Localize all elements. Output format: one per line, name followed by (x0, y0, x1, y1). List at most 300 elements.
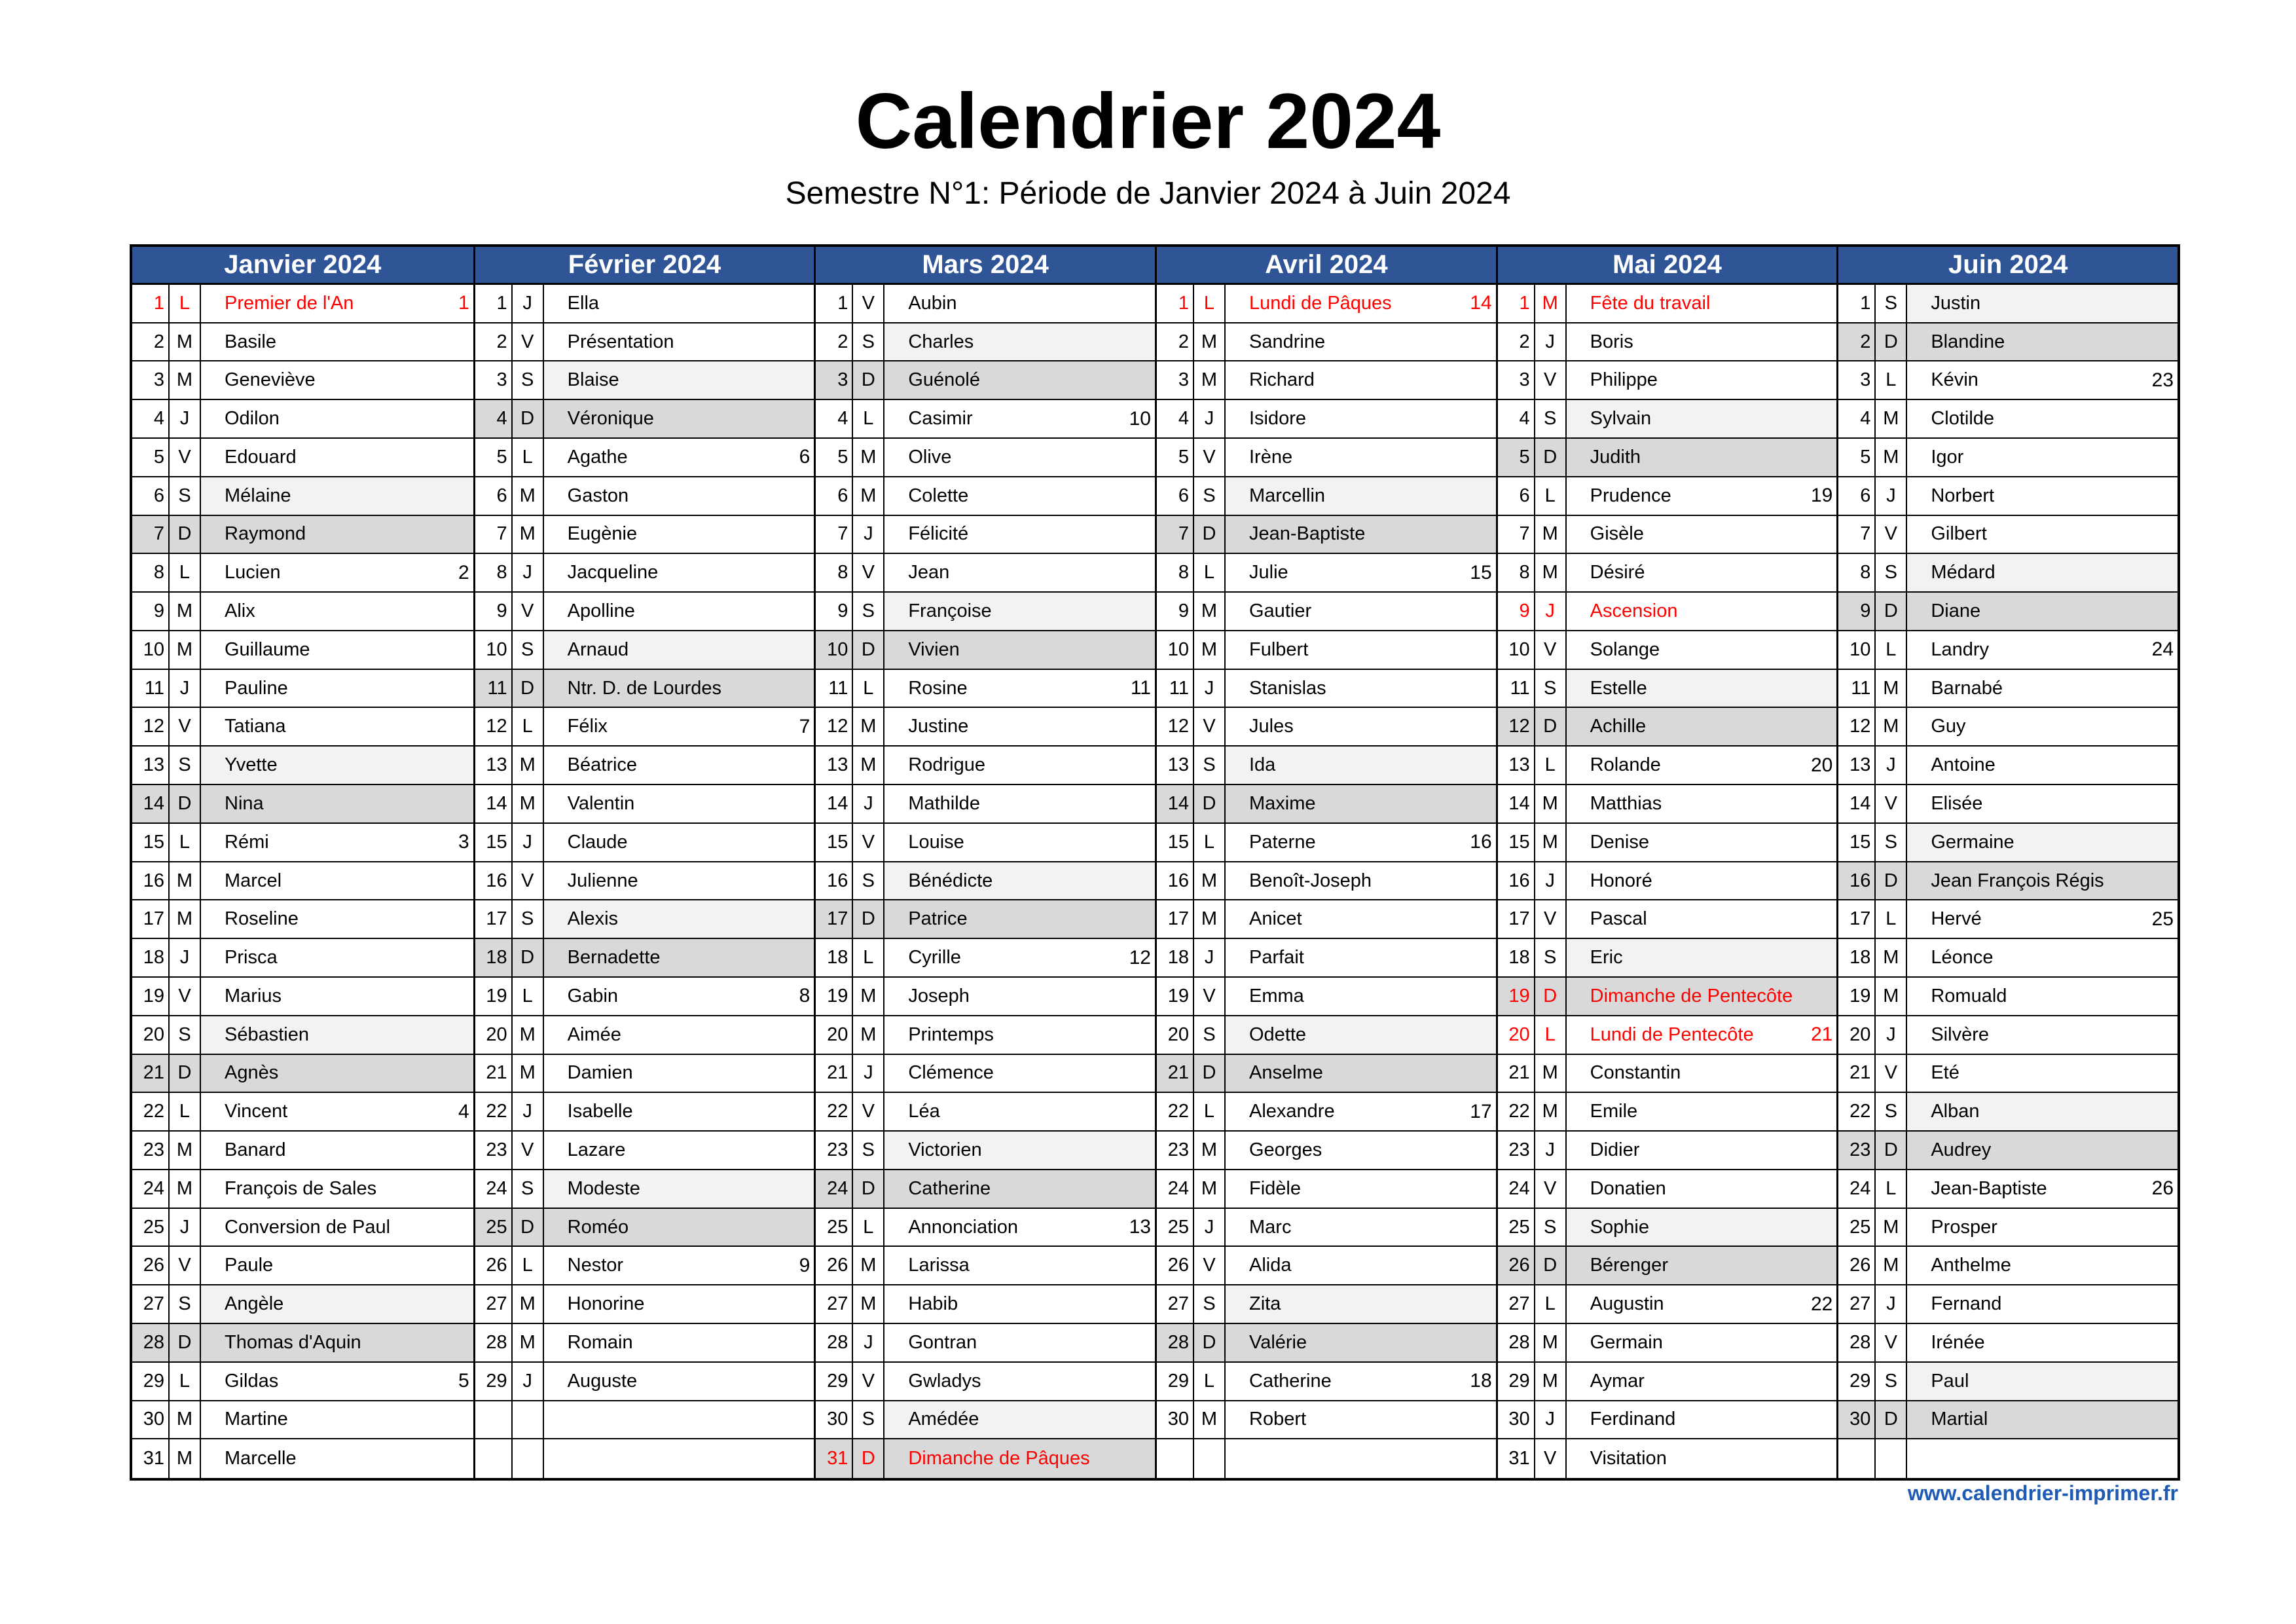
saint-name (201, 1132, 473, 1169)
weekday-letter: L (170, 1363, 201, 1400)
month-header: Juin 2024 (1838, 247, 2178, 285)
day-number: 24 (1838, 1170, 1876, 1208)
saint-name (1907, 1401, 2178, 1439)
saint-name-text: Fidèle (1249, 1177, 1301, 1199)
day-number: 10 (816, 631, 853, 669)
saint-name-text: Marius (225, 985, 282, 1006)
saint-name (884, 439, 1155, 476)
weekday-letter: M (170, 900, 201, 938)
day-row (132, 939, 473, 978)
saint-name (1907, 939, 2178, 976)
day-row (1498, 939, 1837, 978)
week-number: 3 (458, 831, 469, 853)
weekday-letter: L (1194, 285, 1226, 322)
page-title: Calendrier 2024 (855, 77, 1441, 165)
saint-name-text: Solange (1590, 638, 1660, 660)
saint-name (1907, 708, 2178, 745)
day-number: 5 (1498, 439, 1535, 476)
weekday-letter: V (1535, 631, 1567, 669)
saint-name (1567, 1439, 1837, 1478)
day-row (816, 824, 1155, 862)
week-number: 23 (2151, 369, 2174, 391)
day-number: 17 (1157, 900, 1194, 938)
day-row (816, 439, 1155, 477)
day-row (1838, 1170, 2178, 1209)
weekday-letter: M (853, 1016, 884, 1054)
saint-name (1567, 1285, 1837, 1323)
weekday-letter: M (1194, 593, 1226, 630)
saint-name (544, 708, 814, 745)
saint-name-text: Ascension (1590, 600, 1678, 622)
day-row (1838, 785, 2178, 824)
weekday-letter: J (1194, 670, 1226, 707)
weekday-letter: S (853, 593, 884, 630)
weekday-letter: V (1876, 1055, 1907, 1092)
saint-name (1567, 670, 1837, 707)
weekday-letter: S (170, 747, 201, 784)
saint-name-text: Norbert (1931, 485, 1995, 506)
saint-name-text: Lundi de Pentecôte (1590, 1024, 1754, 1045)
saint-name (1567, 1401, 1837, 1439)
day-row (1498, 824, 1837, 862)
weekday-letter: L (853, 939, 884, 976)
saint-name (1226, 477, 1496, 515)
weekday-letter: L (1535, 1285, 1567, 1323)
saint-name (1907, 631, 2178, 669)
saint-name (884, 361, 1155, 399)
day-row (1498, 1170, 1837, 1209)
saint-name (1226, 862, 1496, 900)
weekday-letter: J (170, 400, 201, 437)
day-row (132, 516, 473, 555)
day-number: 1 (816, 285, 853, 322)
day-number: 9 (1157, 593, 1194, 630)
weekday-letter: M (513, 477, 544, 515)
day-number: 9 (132, 593, 170, 630)
saint-name-text: Présentation (567, 331, 674, 352)
day-row (816, 1209, 1155, 1247)
day-row (1838, 1055, 2178, 1094)
day-number: 25 (816, 1209, 853, 1246)
saint-name (544, 400, 814, 437)
saint-name (1907, 593, 2178, 630)
day-row (1838, 439, 2178, 477)
saint-name (544, 323, 814, 361)
day-number: 1 (132, 285, 170, 322)
weekday-letter: L (1194, 824, 1226, 861)
saint-name-text: Bénédicte (908, 870, 993, 891)
day-row (1157, 862, 1496, 901)
week-number: 16 (1470, 831, 1492, 853)
day-number: 7 (1838, 516, 1876, 553)
day-number: 24 (1157, 1170, 1194, 1208)
day-number: 1 (475, 285, 513, 322)
saint-name (884, 285, 1155, 322)
day-row (1157, 1324, 1496, 1363)
day-number: 6 (816, 477, 853, 515)
saint-name (1567, 708, 1837, 745)
saint-name-text: Bernadette (567, 947, 661, 969)
day-row (816, 1401, 1155, 1440)
day-number: 26 (132, 1247, 170, 1284)
saint-name (1907, 1132, 2178, 1169)
day-row (1498, 516, 1837, 555)
day-row (475, 554, 814, 593)
weekday-letter: M (1194, 361, 1226, 399)
saint-name-text: Arnaud (567, 638, 629, 660)
day-number: 10 (475, 631, 513, 669)
saint-name (544, 939, 814, 976)
saint-name (1907, 439, 2178, 476)
saint-name-text: Martial (1931, 1409, 1988, 1430)
day-number: 25 (1838, 1209, 1876, 1246)
day-number: 11 (1498, 670, 1535, 707)
saint-name (201, 477, 473, 515)
weekday-letter: D (853, 361, 884, 399)
weekday-letter: V (170, 708, 201, 745)
day-number: 27 (475, 1285, 513, 1323)
weekday-letter: M (513, 1285, 544, 1323)
weekday-letter: V (853, 824, 884, 861)
saint-name-text: Benoît-Joseph (1249, 870, 1372, 891)
weekday-letter: S (853, 1132, 884, 1169)
day-number: 7 (1157, 516, 1194, 553)
day-row (1157, 285, 1496, 323)
day-number: 16 (132, 862, 170, 900)
day-number: 4 (816, 400, 853, 437)
saint-name (884, 593, 1155, 630)
day-row (1838, 323, 2178, 362)
weekday-letter: M (170, 1170, 201, 1208)
weekday-letter: M (513, 1016, 544, 1054)
day-number: 10 (132, 631, 170, 669)
weekday-letter: V (1876, 785, 1907, 822)
saint-name-text: Eté (1931, 1062, 1959, 1084)
day-number: 21 (1838, 1055, 1876, 1092)
weekday-letter: S (513, 361, 544, 399)
day-row (816, 900, 1155, 939)
day-row (1157, 708, 1496, 747)
saint-name (1567, 516, 1837, 553)
saint-name-text: Boris (1590, 331, 1633, 352)
saint-name (884, 1055, 1155, 1092)
day-row (816, 785, 1155, 824)
day-number: 12 (816, 708, 853, 745)
weekday-letter: D (1535, 439, 1567, 476)
day-number: 13 (816, 747, 853, 784)
day-row (1498, 1439, 1837, 1478)
day-row (1838, 361, 2178, 400)
saint-name (544, 1439, 814, 1478)
weekday-letter: V (1876, 516, 1907, 553)
weekday-letter: D (170, 1324, 201, 1361)
day-number: 29 (132, 1363, 170, 1400)
day-row (475, 285, 814, 323)
day-number: 10 (1838, 631, 1876, 669)
day-row (1838, 400, 2178, 439)
weekday-letter: M (1194, 1401, 1226, 1439)
weekday-letter: M (170, 1439, 201, 1478)
saint-name-text: François de Sales (225, 1177, 377, 1199)
weekday-letter: L (853, 1209, 884, 1246)
saint-name-text: Odilon (225, 408, 280, 430)
saint-name-text: Alexis (567, 908, 619, 930)
weekday-letter: L (1194, 1093, 1226, 1130)
weekday-letter: S (170, 1285, 201, 1323)
saint-name (544, 824, 814, 861)
weekday-letter: L (513, 1247, 544, 1284)
saint-name-text: Olive (908, 446, 952, 468)
day-number: 14 (1157, 785, 1194, 822)
saint-name (1567, 1363, 1837, 1400)
calendar-grid (130, 244, 2180, 1481)
saint-name (201, 1285, 473, 1323)
weekday-letter: M (1876, 670, 1907, 707)
saint-name-text: Amédée (908, 1409, 979, 1430)
saint-name-text: Léa (908, 1101, 940, 1122)
week-number: 26 (2151, 1177, 2174, 1200)
day-number: 6 (1838, 477, 1876, 515)
day-number: 11 (1157, 670, 1194, 707)
saint-name-text: Rosine (908, 677, 968, 699)
saint-name (1907, 1016, 2178, 1054)
day-row (816, 1170, 1155, 1209)
weekday-letter: M (513, 516, 544, 553)
day-number: 4 (1157, 400, 1194, 437)
saint-name-text: Annonciation (908, 1216, 1019, 1238)
saint-name-text: Jules (1249, 716, 1294, 737)
saint-name (1567, 747, 1837, 784)
saint-name (201, 900, 473, 938)
saint-name (884, 1093, 1155, 1130)
saint-name-text: Maxime (1249, 792, 1316, 814)
weekday-letter: D (170, 516, 201, 553)
saint-name (1907, 785, 2178, 822)
weekday-letter: V (513, 862, 544, 900)
saint-name-text: Fernand (1931, 1293, 2002, 1315)
day-number: 20 (132, 1016, 170, 1054)
day-row (132, 323, 473, 362)
weekday-letter: V (1194, 708, 1226, 745)
saint-name (884, 1016, 1155, 1054)
weekday-letter: M (1535, 1363, 1567, 1400)
saint-name-text: Vivien (908, 638, 960, 660)
day-row (475, 361, 814, 400)
day-row (816, 939, 1155, 978)
day-row (1498, 900, 1837, 939)
saint-name (884, 323, 1155, 361)
day-number: 5 (132, 439, 170, 476)
saint-name (884, 978, 1155, 1015)
saint-name (884, 1132, 1155, 1169)
weekday-letter: M (513, 785, 544, 822)
saint-name (884, 1285, 1155, 1323)
saint-name-text: Françoise (908, 600, 992, 622)
saint-name-text: Julienne (567, 870, 638, 891)
day-row (1498, 400, 1837, 439)
weekday-letter: J (170, 939, 201, 976)
weekday-letter: M (170, 862, 201, 900)
day-row (132, 1363, 473, 1401)
week-number: 25 (2151, 908, 2174, 930)
saint-name-text: Joseph (908, 985, 970, 1006)
saint-name (544, 1093, 814, 1130)
day-number: 13 (1157, 747, 1194, 784)
saint-name (201, 323, 473, 361)
weekday-letter: V (1535, 1170, 1567, 1208)
saint-name-text: Ferdinand (1590, 1409, 1676, 1430)
saint-name (1226, 554, 1496, 591)
weekday-letter: D (1535, 978, 1567, 1015)
saint-name (1907, 1363, 2178, 1400)
saint-name-text: Cyrille (908, 947, 961, 969)
saint-name (544, 785, 814, 822)
saint-name-text: Vincent (225, 1101, 288, 1122)
day-number: 3 (1498, 361, 1535, 399)
weekday-letter: M (853, 1247, 884, 1284)
day-number: 30 (1498, 1401, 1535, 1439)
weekday-letter: S (1876, 824, 1907, 861)
saint-name (884, 670, 1155, 707)
saint-name-text: Julie (1249, 562, 1288, 583)
saint-name-text: Parfait (1249, 947, 1304, 969)
saint-name-text: Ntr. D. de Lourdes (567, 677, 721, 699)
day-row (1157, 516, 1496, 555)
week-number: 18 (1470, 1370, 1492, 1392)
day-number: 15 (1498, 824, 1535, 861)
saint-name (1226, 323, 1496, 361)
day-number: 28 (132, 1324, 170, 1361)
day-row (475, 1439, 814, 1478)
saint-name (544, 285, 814, 322)
saint-name (201, 1401, 473, 1439)
day-row (1157, 1209, 1496, 1247)
saint-name (884, 631, 1155, 669)
weekday-letter: V (853, 1093, 884, 1130)
weekday-letter: L (1876, 631, 1907, 669)
day-number: 29 (1498, 1363, 1535, 1400)
saint-name (544, 554, 814, 591)
saint-name-text: Igor (1931, 446, 1964, 468)
saint-name (201, 1247, 473, 1284)
saint-name (1907, 1439, 2178, 1478)
day-number: 24 (816, 1170, 853, 1208)
saint-name-text: Paterne (1249, 831, 1316, 853)
day-row (1838, 1093, 2178, 1132)
weekday-letter: M (1535, 1093, 1567, 1130)
day-row (132, 554, 473, 593)
saint-name-text: Conversion de Paul (225, 1216, 391, 1238)
weekday-letter: M (170, 323, 201, 361)
day-number: 28 (1838, 1324, 1876, 1361)
week-number: 14 (1470, 292, 1492, 314)
day-number: 19 (816, 978, 853, 1015)
day-row (475, 516, 814, 555)
weekday-letter: V (513, 593, 544, 630)
day-number: 15 (1157, 824, 1194, 861)
day-number: 5 (1838, 439, 1876, 476)
day-number: 13 (475, 747, 513, 784)
saint-name (201, 554, 473, 591)
month-column (473, 247, 814, 1478)
day-row (475, 1363, 814, 1401)
saint-name (201, 670, 473, 707)
saint-name-text: Gisèle (1590, 523, 1644, 545)
saint-name (1567, 785, 1837, 822)
weekday-letter: V (1535, 1439, 1567, 1478)
saint-name (1907, 1209, 2178, 1246)
day-number: 27 (1157, 1285, 1194, 1323)
week-number: 19 (1810, 485, 1833, 507)
day-number: 21 (132, 1055, 170, 1092)
saint-name (201, 785, 473, 822)
weekday-letter: D (853, 1170, 884, 1208)
weekday-letter: M (513, 747, 544, 784)
day-number: 8 (816, 554, 853, 591)
weekday-letter: J (513, 554, 544, 591)
weekday-letter: D (1194, 785, 1226, 822)
week-number: 11 (1130, 677, 1151, 699)
website-link[interactable]: www.calendrier-imprimer.fr (1907, 1481, 2178, 1505)
saint-name-text: Geneviève (225, 369, 316, 391)
weekday-letter: S (1194, 1285, 1226, 1323)
day-row (1838, 1016, 2178, 1055)
saint-name-text: Prisca (225, 947, 278, 969)
saint-name (544, 477, 814, 515)
weekday-letter: J (853, 1324, 884, 1361)
day-row (475, 747, 814, 785)
day-number: 23 (132, 1132, 170, 1169)
saint-name-text: Guy (1931, 716, 1966, 737)
week-number: 6 (799, 446, 811, 468)
day-row (1157, 1285, 1496, 1324)
saint-name (201, 361, 473, 399)
day-row (132, 862, 473, 901)
day-row (816, 477, 1155, 516)
day-number: 1 (1157, 285, 1194, 322)
weekday-letter: S (513, 1170, 544, 1208)
day-number: 20 (816, 1016, 853, 1054)
saint-name (1907, 670, 2178, 707)
weekday-letter: S (1194, 1016, 1226, 1054)
saint-name-text: Marcellin (1249, 485, 1326, 506)
day-number: 3 (132, 361, 170, 399)
saint-name-text: Odette (1249, 1024, 1307, 1045)
saint-name-text: Philippe (1590, 369, 1658, 391)
saint-name-text: Lazare (567, 1139, 626, 1160)
weekday-letter: L (1535, 477, 1567, 515)
month-header: Janvier 2024 (132, 247, 473, 285)
weekday-letter: D (1194, 1324, 1226, 1361)
weekday-letter: D (853, 1439, 884, 1478)
day-row (475, 785, 814, 824)
weekday-letter: J (513, 285, 544, 322)
saint-name (884, 554, 1155, 591)
saint-name (1226, 1055, 1496, 1092)
saint-name (544, 900, 814, 938)
day-number (1838, 1439, 1876, 1478)
weekday-letter: L (513, 708, 544, 745)
saint-name (544, 1209, 814, 1246)
day-row (132, 1016, 473, 1055)
weekday-letter: D (853, 900, 884, 938)
weekday-letter: M (1535, 785, 1567, 822)
saint-name-text: Tatiana (225, 716, 286, 737)
day-number: 20 (1498, 1016, 1535, 1054)
saint-name-text: Eugènie (567, 523, 638, 545)
day-number: 14 (816, 785, 853, 822)
weekday-letter: M (1876, 978, 1907, 1015)
